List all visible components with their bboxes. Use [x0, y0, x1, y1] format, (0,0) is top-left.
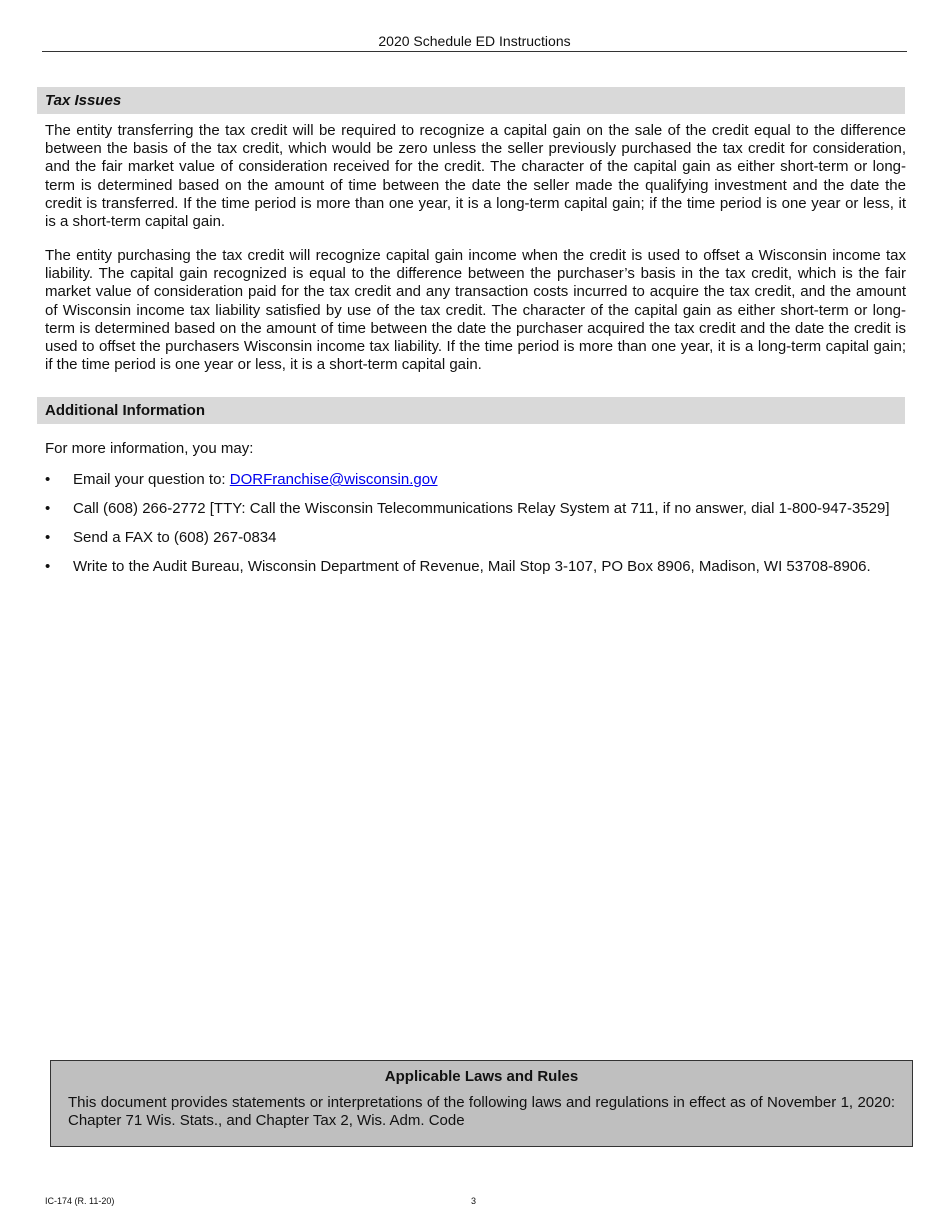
call-text: Call (608) 266-2772 [TTY: Call the Wisconsin Telecommunications Relay System at 711, if no answer, dial 1-800-947-3529] [73, 500, 890, 517]
list-item-write [45, 557, 906, 576]
list-item-fax [45, 528, 906, 547]
additional-information-heading: Additional Information [37, 397, 905, 424]
page-number: 3 [471, 1196, 477, 1206]
bullet-icon: • [45, 500, 51, 517]
list-item-call [45, 499, 906, 518]
bullet-icon: • [45, 471, 51, 488]
applicable-laws-box [50, 1060, 913, 1147]
tax-issues-paragraph-2: The entity purchasing the tax credit will recognize capital gain income when the credit is used to offset a Wisconsin income tax liability. The capital gain recognized is equal to the difference between the purchaser’s basis in the tax credit, which is the fair market value of consideration paid for the tax credit and any transaction costs incurred to acquire the tax credit, and the amount of Wisconsin income tax liability satisfied by use of the tax credit. The character of the capital gain as either short-term or long-term is determined based on the amount of time between the date the purchaser acquired the tax credit and the date the credit is used to offset the purchasers Wisconsin income tax liability. If the time period is more than one year, it is a long-term capital gain; if the time period is one year or less, it is a short-term capital gain. [45, 247, 906, 374]
email-link[interactable]: DORFranchise@wisconsin.gov [229, 471, 438, 488]
applicable-laws-title: Applicable Laws and Rules [384, 1068, 579, 1085]
list-item-email [45, 470, 906, 489]
email-prefix: Email your question to: [73, 471, 230, 488]
additional-information-intro: For more information, you may: [45, 440, 254, 457]
fax-text: Send a FAX to (608) 267-0834 [73, 529, 277, 546]
write-text: Write to the Audit Bureau, Wisconsin Department of Revenue, Mail Stop 3-107, PO Box 8906, Madison, WI 53708-8906. [73, 558, 871, 575]
bullet-icon: • [45, 558, 51, 575]
page-header: 2020 Schedule ED Instructions [42, 33, 907, 52]
bullet-icon: • [45, 529, 51, 546]
form-identifier: IC-174 (R. 11-20) [45, 1196, 115, 1206]
contact-list [45, 470, 906, 576]
tax-issues-paragraph-1: The entity transferring the tax credit will be required to recognize a capital gain on the sale of the credit equal to the difference between the basis of the tax credit, which would be zero unless the seller previously purchased the tax credit for consideration, and the fair market value of consideration received for the credit. The character of the capital gain as either short-term or long-term is determined based on the amount of time between the date the seller made the qualifying investment and the date the credit is transferred. If the time period is more than one year, it is a long-term capital gain; if the time period is one year or less, it is a short-term capital gain. [45, 122, 906, 231]
applicable-laws-text: This document provides statements or interpretations of the following laws and regulations in effect as of November 1, 2020: Chapter 71 Wis. Stats., and Chapter Tax 2, Wis. Adm. Code [68, 1094, 895, 1129]
tax-issues-heading: Tax Issues [37, 87, 905, 114]
